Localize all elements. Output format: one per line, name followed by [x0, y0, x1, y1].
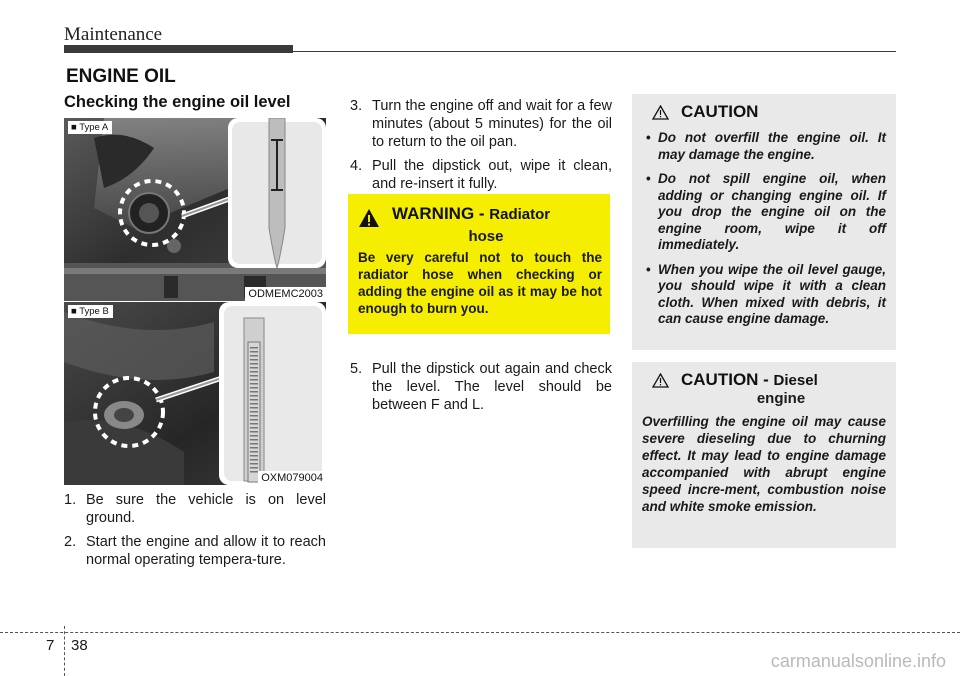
subsection-title: Checking the engine oil level	[64, 93, 291, 111]
step-number: 2.	[64, 534, 77, 550]
figure-type-label: ■ Type A	[68, 121, 112, 134]
caution-box	[632, 94, 896, 350]
caution-triangle-icon	[652, 373, 669, 388]
caution-header	[642, 370, 886, 390]
caution-label: CAUTION -	[681, 370, 774, 389]
caution-item: • Do not overfill the engine oil. It may damage the engine.	[646, 130, 886, 162]
warning-box	[348, 194, 610, 334]
caution-header	[642, 102, 886, 122]
running-header: Maintenance	[64, 24, 163, 45]
caution-item: • Do not spill engine oil, when adding or changing engine oil. If you drop the engine oil on the engine room, wipe it off immediately.	[646, 171, 886, 252]
figure-type-a	[64, 118, 326, 301]
warning-subject: Radiator	[489, 206, 551, 223]
step-text: Pull the dipstick out, wipe it clean, and re-insert it fully.	[372, 158, 612, 192]
steps-list-left	[64, 491, 326, 575]
step-number: 3.	[350, 98, 363, 114]
warning-subject-line2: hose	[468, 228, 504, 245]
caution-body: Overfilling the engine oil may cause severe dieseling due to churning effect. It may lead to engine damage accompanied with abrupt engine speed incre-ment, combustion noise and white smoke emission.	[642, 414, 886, 514]
chapter-number: 7	[46, 637, 55, 654]
warning-label: WARNING -	[392, 204, 490, 223]
step-number: 4.	[350, 158, 363, 174]
step-item	[64, 491, 326, 527]
step-item	[350, 157, 612, 193]
page-number: 38	[71, 637, 88, 654]
step-item	[350, 360, 612, 414]
figure-type-label: ■ Type B	[68, 305, 113, 318]
caution-subject: Diesel	[773, 372, 818, 389]
step-number: 5.	[350, 361, 363, 377]
watermark: carmanualsonline.info	[770, 651, 946, 671]
step-item	[64, 533, 326, 569]
caution-item: • When you wipe the oil level gauge, you should wipe it with a clean cloth. When mixed with debris, it can cause engine damage.	[646, 261, 886, 326]
step-item	[350, 97, 612, 151]
steps-list-middle	[350, 97, 612, 199]
warning-title	[392, 202, 550, 227]
footer-rule	[0, 632, 960, 633]
step-text: Turn the engine off and wait for a few minutes (about 5 minutes) for the oil to return to the oil pan.	[372, 98, 612, 150]
caution-triangle-icon	[652, 105, 669, 120]
caution-title	[681, 370, 818, 390]
step-text: Be sure the vehicle is on level ground.	[86, 492, 326, 526]
steps-list-bottom	[350, 360, 612, 420]
header-bar	[64, 45, 293, 53]
caution-diesel-box	[632, 362, 896, 548]
figure-code: ODMEMC2003	[245, 287, 326, 301]
caution-list	[642, 130, 886, 328]
caution-subject-line2: engine	[756, 390, 806, 407]
step-text: Pull the dipstick out again and check the level. The level should be between F and L.	[372, 361, 612, 413]
step-text: Start the engine and allow it to reach normal operating tempera-ture.	[86, 534, 326, 568]
figure-code: OXM079004	[258, 471, 326, 485]
footer-divider	[64, 626, 65, 676]
engine-photo-a	[64, 118, 326, 301]
caution-title: CAUTION	[681, 102, 759, 121]
warning-triangle-icon	[358, 208, 380, 228]
header-rule	[293, 51, 896, 52]
warning-body: Be very careful not to touch the radiator hose when checking or adding the engine oil as it may be hot enough to burn you.	[358, 250, 602, 316]
figure-type-b	[64, 302, 326, 485]
step-number: 1.	[64, 492, 77, 508]
engine-photo-b	[64, 302, 326, 485]
section-title: ENGINE OIL	[66, 66, 176, 87]
warning-header	[358, 202, 602, 228]
